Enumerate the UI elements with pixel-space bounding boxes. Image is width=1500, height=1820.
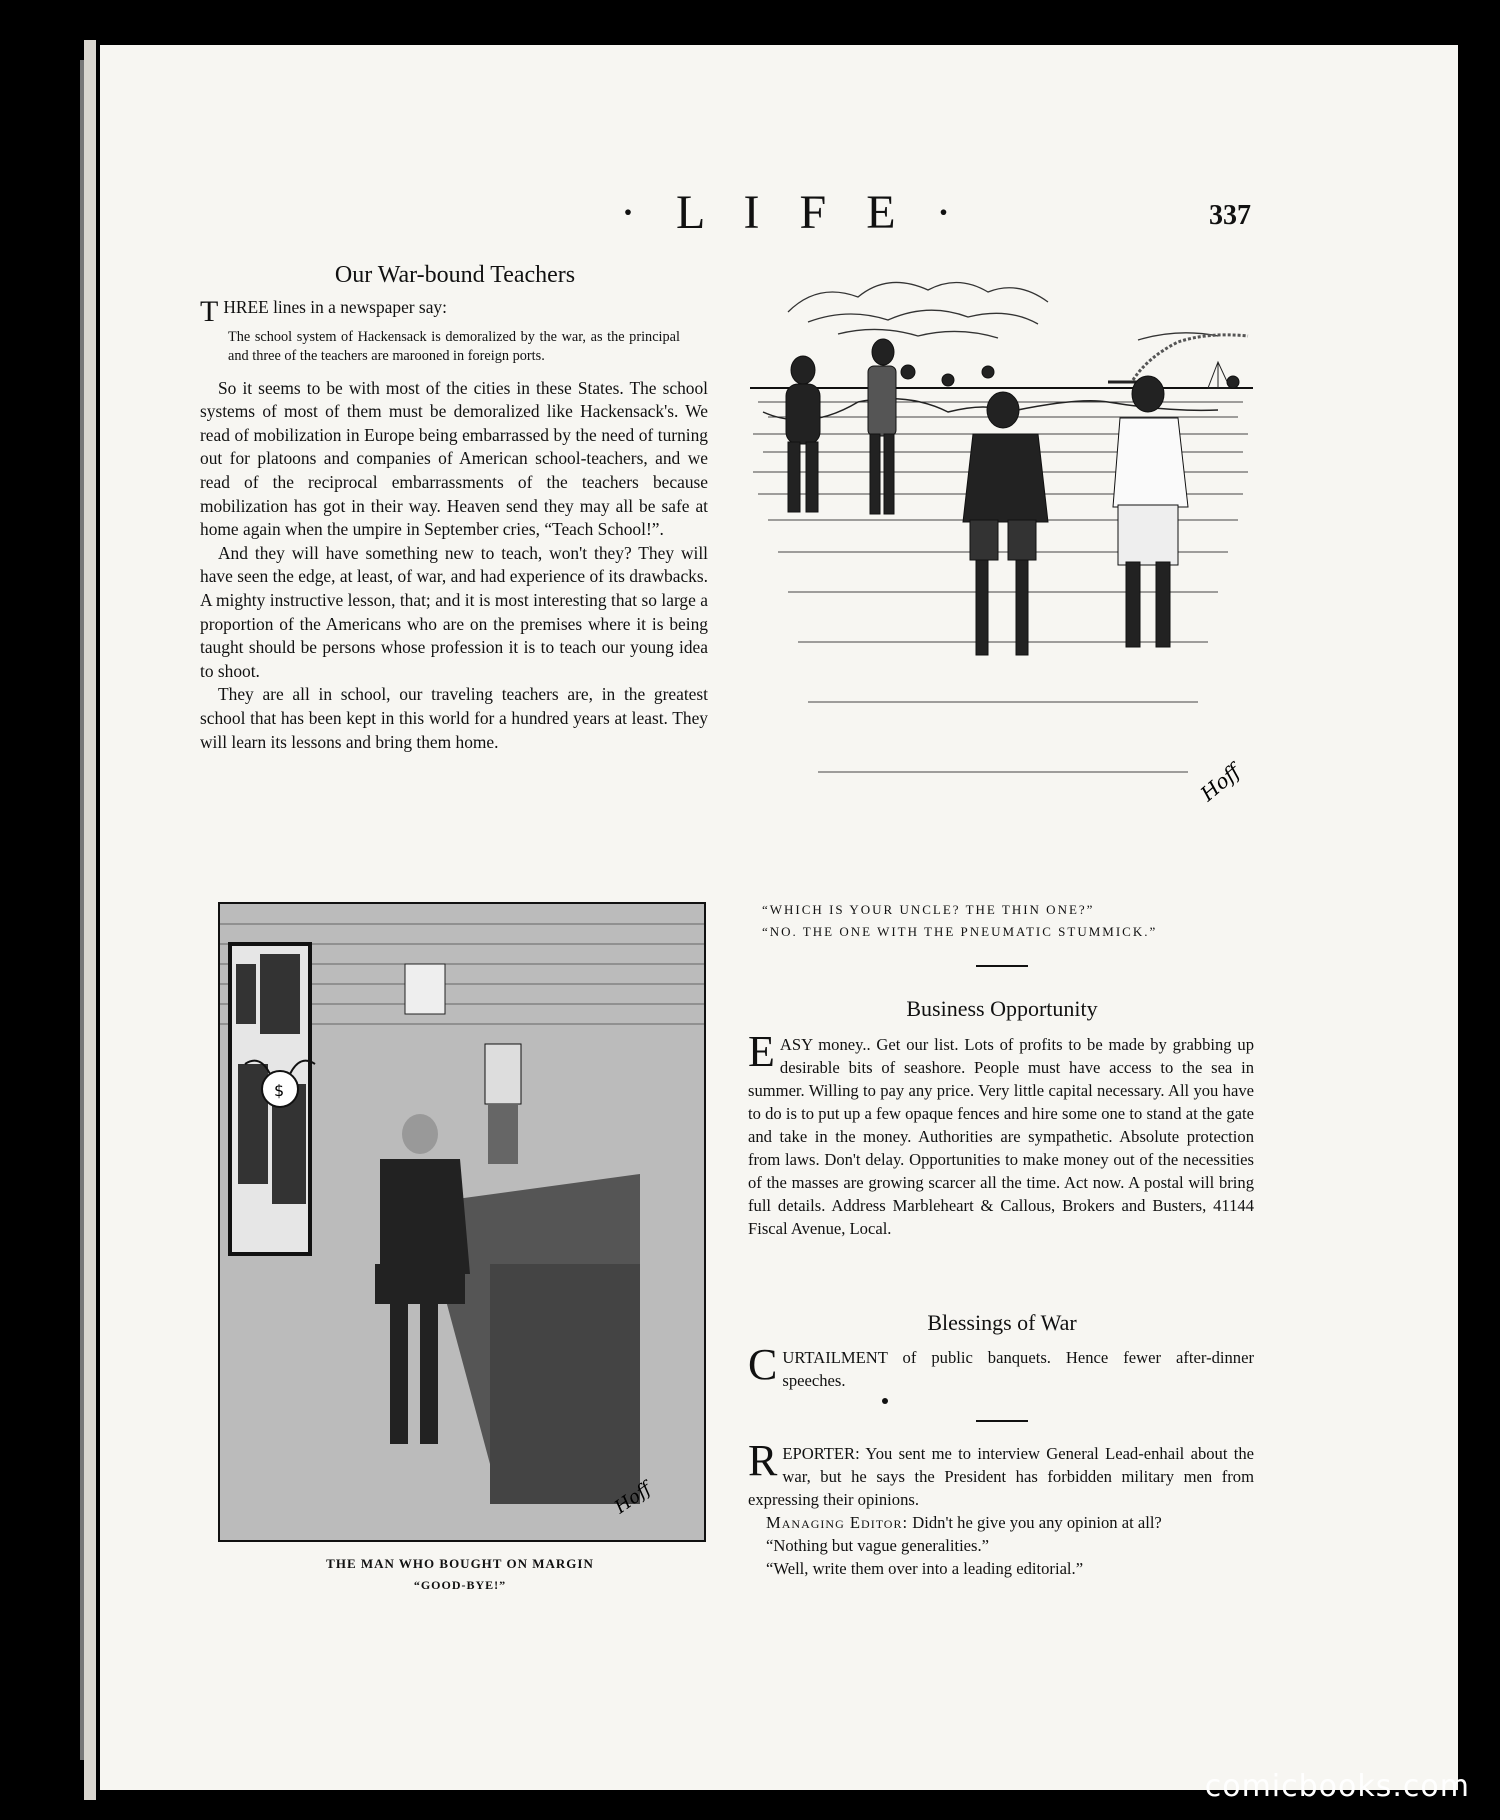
reporter-text: EPORTER: You sent me to interview General Lead-enhail about the war, but he says the President has forbidden military men from expressing their opinions. [748,1444,1254,1509]
office-signature: Hoff [610,1478,656,1519]
beach-caption-2: “NO. THE ONE WITH THE PNEUMATIC STUMMICK.” [762,924,1158,939]
watermark: comicbooks.com [1204,1769,1470,1804]
article-title-teachers: Our War-bound Teachers [334,262,576,288]
divider [976,965,1028,967]
office-caption-2: “GOOD-BYE!” [413,1578,507,1592]
bullet-dot [882,1398,888,1404]
beach-cartoon [748,262,1256,882]
svg-text:$: $ [274,1081,285,1100]
paragraph-1: So it seems to be with most of the cities in these States. The school systems of most of them must be demoralized like Hackensack's. We read of mobilization in Europe being embarrassed by the need of turning out for platoons and companies of American school-teachers, and we read of the reciprocal embarrassments of the teachers because mobilization has got in their way. Heaven send they may all be safe at home again when the umpire in September cries, “Teach School!”. [200,377,708,540]
drop-cap: E [748,1027,775,1076]
office-cartoon [218,902,706,1542]
article-blessings [748,1340,1254,1392]
page-edge [84,40,96,1800]
beach-caption-1: “WHICH IS YOUR UNCLE? THE THIN ONE?” [762,902,1095,917]
drop-cap: T [200,295,219,328]
newspaper-quote: The school system of Hackensack is demoralized by the war, as the principal and three of the teachers are marooned in foreign ports. [228,328,680,365]
reporter-reply: “Nothing but vague generalities.” [766,1536,990,1555]
page-number: 337 [1209,200,1251,231]
drop-cap: C [748,1340,778,1389]
beach-illustration [748,262,1256,882]
editor-line: Didn't he give you any opinion at all? [912,1513,1162,1532]
office-illustration [220,904,704,1540]
beach-signature: Hoff [1195,759,1245,806]
paragraph-2: And they will have something new to teach, won't they? They will have seen the edge, at least, of war, and had experience of its drawbacks. A mighty instructive lesson, that; and it is most interesting that so large a proportion of the Americans who are on the premises where it is being taught should be persons whose profession it is to teach our young idea to shoot. [200,542,708,681]
masthead: · L I F E · [620,186,966,239]
article-reporter [748,1436,1254,1580]
drop-cap: R [748,1436,778,1485]
article-title-business: Business Opportunity [906,996,1098,1021]
blessings-text: URTAILMENT of public banquets. Hence fewer after-dinner speeches. [782,1348,1254,1390]
editor-reply: “Well, write them over into a leading editorial.” [766,1559,1084,1578]
divider [976,1420,1028,1422]
business-text: ASY money.. Get our list. Lots of profits to be made by grabbing up desirable bits of seashore. People must have access to the sea in summer. Willing to pay any price. Very little capital necessary. All you have to do is to put up a few opaque fences and hire some one to stand at the gate and take in the money. Authorities are sympathetic. Absolute protection from laws. Don't delay. Opportunities to make money out of the necessities of the masses are growing scarcer all the time. Act now. A postal will bring full details. Address Marbleheart & Callous, Brokers and Busters, 41144 Fiscal Avenue, Local. [748,1035,1254,1238]
office-caption-1: THE MAN WHO BOUGHT ON MARGIN [326,1556,594,1571]
article-title-blessings: Blessings of War [927,1310,1077,1335]
speaker: Managing Editor: [766,1513,909,1532]
article-lead: HREE lines in a newspaper say: [223,297,447,317]
article-teachers [200,296,708,754]
paragraph-3: They are all in school, our traveling teachers are, in the greatest school that has been kept in this world for a hundred years at least. They will learn its lessons and bring them home. [200,684,708,752]
article-business [748,1027,1254,1240]
